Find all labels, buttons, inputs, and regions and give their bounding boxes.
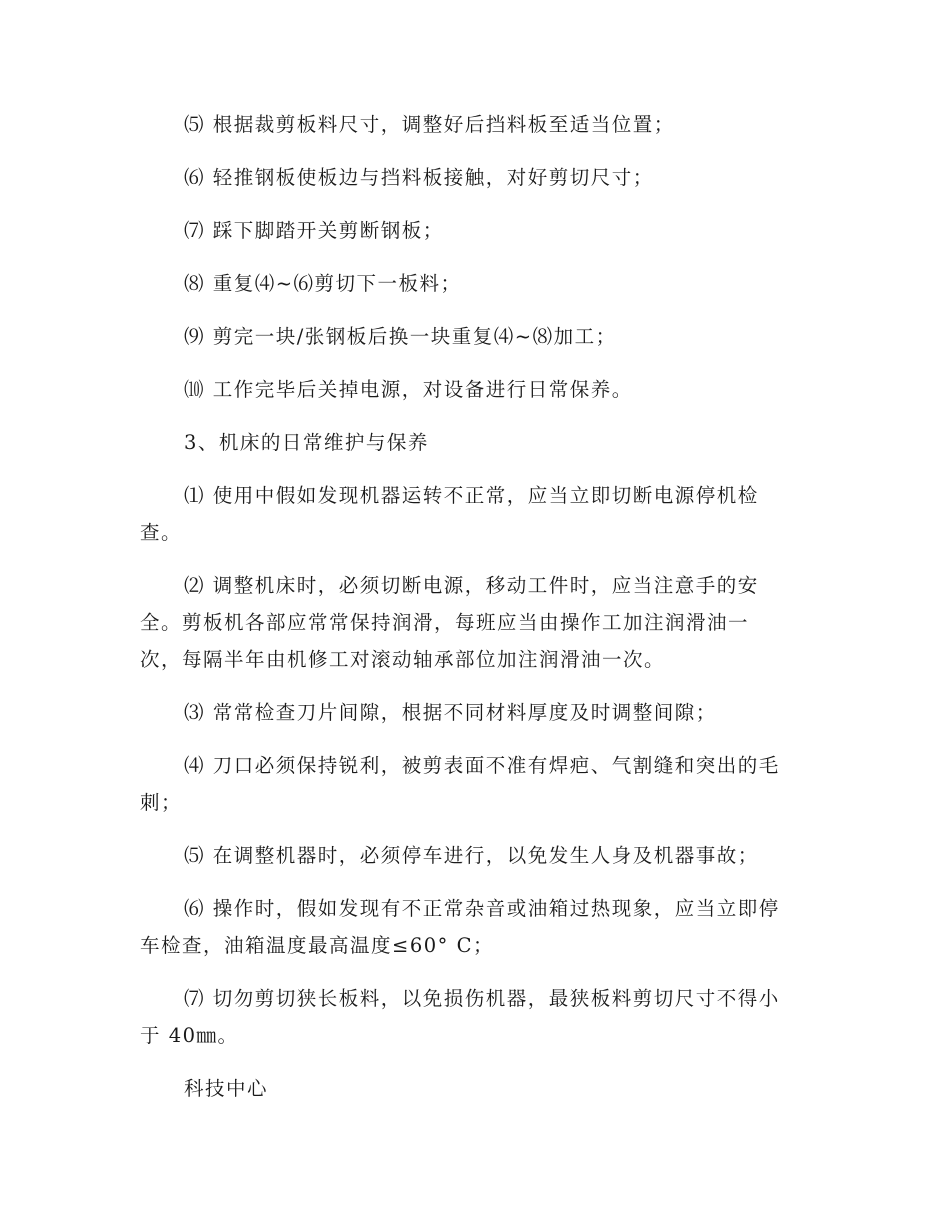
text-line-maint-4-cont: 刺； [140, 791, 183, 814]
text-line-maint-6: ⑹ 操作时，假如发现有不正常杂音或油箱过热现象，应当立即停 [184, 897, 780, 920]
text-line-step-5: ⑸ 根据裁剪板料尺寸，调整好后挡料板至适当位置； [184, 113, 675, 136]
text-line-maint-2-cont-1: 全。剪板机各部应常常保持润滑，每班应当由操作工加注润滑油一 [140, 611, 750, 634]
text-line-maint-5: ⑸ 在调整机器时，必须停车进行，以免发生人身及机器事故； [184, 844, 759, 867]
text-line-maint-7: ⑺ 切勿剪切狭长板料，以免损伤机器，最狭板料剪切尺寸不得小 [184, 987, 780, 1010]
text-line-maint-6-cont: 车检查，油箱温度最高温度≤60° C； [140, 934, 495, 957]
text-line-maint-3: ⑶ 常常检查刀片间隙，根据不同材料厚度及时调整间隙； [184, 701, 717, 724]
text-line-maint-1-cont: 查。 [140, 521, 183, 544]
text-line-step-7: ⑺ 踩下脚踏开关剪断钢板； [184, 219, 444, 242]
text-line-step-9: ⑼ 剪完一块/张钢板后换一块重复⑷~⑻加工； [184, 325, 617, 348]
text-line-step-10: ⑽ 工作完毕后关掉电源，对设备进行日常保养。 [184, 378, 633, 401]
section-heading: 3、机床的日常维护与保养 [184, 431, 429, 454]
text-line-step-6: ⑹ 轻推钢板使板边与挡料板接触，对好剪切尺寸； [184, 166, 654, 189]
text-line-maint-4: ⑷ 刀口必须保持锐利，被剪表面不准有焊疤、气割缝和突出的毛 [184, 754, 780, 777]
text-line-maint-1: ⑴ 使用中假如发现机器运转不正常，应当立即切断电源停机检 [184, 484, 759, 507]
text-line-maint-7-cont: 于 40㎜。 [140, 1024, 239, 1047]
text-line-maint-2-cont-2: 次，每隔半年由机修工对滚动轴承部位加注润滑油一次。 [140, 648, 666, 671]
text-line-maint-2: ⑵ 调整机床时，必须切断电源，移动工件时，应当注意手的安 [184, 574, 759, 597]
signature-line: 科技中心 [184, 1077, 269, 1100]
text-line-step-8: ⑻ 重复⑷~⑹剪切下一板料； [184, 272, 462, 295]
